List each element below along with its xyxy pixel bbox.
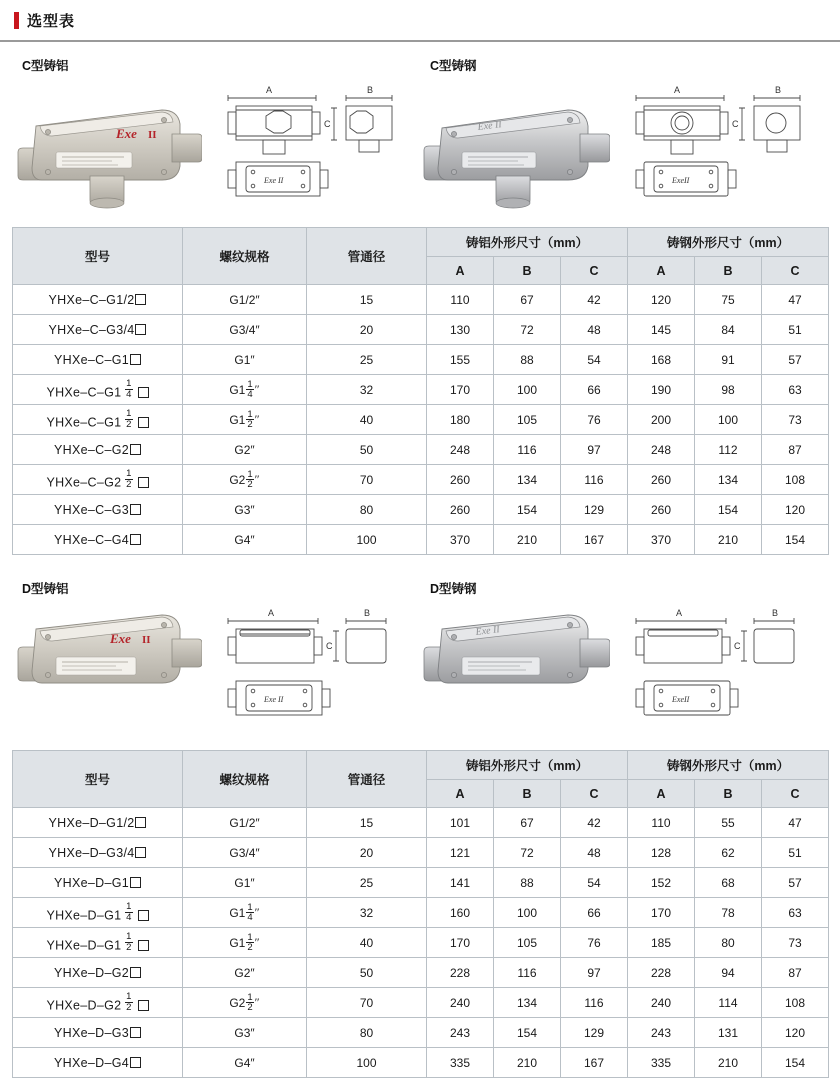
cell-steel-c: 108: [762, 988, 829, 1018]
cell-model: YHXe–D–G1 $\frac{1}{2}$: [13, 928, 183, 958]
cell-steel-b: 210: [695, 525, 762, 555]
cell-model: YHXe–C–G1/2: [13, 285, 183, 315]
cell-model: YHXe–D–G4: [13, 1048, 183, 1078]
table-row: [13, 838, 829, 868]
cell-model: YHXe–C–G3/4: [13, 315, 183, 345]
cell-aluminum-c: 97: [561, 435, 628, 465]
cell-steel-c: 87: [762, 435, 829, 465]
th-sub-c-steel: C: [762, 780, 829, 808]
cell-thread: G2″: [183, 958, 307, 988]
cell-steel-b: 98: [695, 375, 762, 405]
cell-aluminum-a: 260: [427, 465, 494, 495]
th-model: 型号: [13, 228, 183, 285]
cell-aluminum-c: 42: [561, 808, 628, 838]
cell-steel-c: 63: [762, 375, 829, 405]
cell-bore: 100: [307, 525, 427, 555]
spec-table-d: [12, 750, 829, 1078]
th-thread: 螺纹规格: [183, 751, 307, 808]
cell-thread: G1 $\frac{1}{4}$ ″: [183, 375, 307, 405]
cell-aluminum-b: 67: [494, 808, 561, 838]
cell-aluminum-a: 260: [427, 495, 494, 525]
cell-model: YHXe–D–G2: [13, 958, 183, 988]
table-row: [13, 435, 829, 465]
cell-aluminum-a: 240: [427, 988, 494, 1018]
table-row: [13, 1048, 829, 1078]
cell-aluminum-b: 116: [494, 435, 561, 465]
technical-drawing-c-aluminum: [206, 80, 420, 215]
th-sub-a-alu: A: [427, 780, 494, 808]
cell-aluminum-a: 121: [427, 838, 494, 868]
cell-steel-a: 228: [628, 958, 695, 988]
cell-aluminum-a: 180: [427, 405, 494, 435]
cell-steel-a: 152: [628, 868, 695, 898]
th-sub-b-steel: B: [695, 780, 762, 808]
cell-aluminum-b: 154: [494, 495, 561, 525]
cell-aluminum-a: 335: [427, 1048, 494, 1078]
svg-text:C: C: [326, 641, 333, 651]
th-bore: 管通径: [307, 228, 427, 285]
cell-model: YHXe–C–G3: [13, 495, 183, 525]
product-photo-c-steel: [420, 80, 610, 210]
cell-model: YHXe–D–G3: [13, 1018, 183, 1048]
svg-text:ExeII: ExeII: [672, 176, 690, 185]
cell-model: YHXe–D–G1 $\frac{1}{4}$: [13, 898, 183, 928]
cell-steel-a: 260: [628, 465, 695, 495]
table-row: [13, 898, 829, 928]
cell-thread: G1 $\frac{1}{2}$ ″: [183, 405, 307, 435]
cell-aluminum-b: 210: [494, 525, 561, 555]
cell-thread: G1 $\frac{1}{4}$ ″: [183, 898, 307, 928]
product-photo-d-steel: [420, 603, 610, 723]
svg-text:B: B: [775, 85, 782, 95]
cell-aluminum-c: 48: [561, 838, 628, 868]
cell-steel-c: 120: [762, 1018, 829, 1048]
cell-model: YHXe–C–G1 $\frac{1}{2}$: [13, 405, 183, 435]
cell-steel-b: 55: [695, 808, 762, 838]
cell-aluminum-a: 370: [427, 525, 494, 555]
cell-bore: 25: [307, 345, 427, 375]
cell-steel-c: 154: [762, 1048, 829, 1078]
cell-steel-c: 120: [762, 495, 829, 525]
table-row: [13, 285, 829, 315]
cell-steel-a: 335: [628, 1048, 695, 1078]
cell-aluminum-c: 54: [561, 345, 628, 375]
svg-text:A: A: [674, 85, 681, 95]
cell-aluminum-a: 155: [427, 345, 494, 375]
figure-caption: C型铸铝: [22, 59, 69, 73]
cell-aluminum-a: 160: [427, 898, 494, 928]
cell-steel-b: 100: [695, 405, 762, 435]
cell-steel-c: 51: [762, 315, 829, 345]
cell-steel-c: 73: [762, 928, 829, 958]
cell-thread: G2″: [183, 435, 307, 465]
technical-drawing-d-aluminum: [206, 603, 420, 738]
cell-bore: 100: [307, 1048, 427, 1078]
table-row: [13, 495, 829, 525]
cell-aluminum-b: 116: [494, 958, 561, 988]
cell-steel-c: 51: [762, 838, 829, 868]
cell-steel-a: 170: [628, 898, 695, 928]
table-row: [13, 315, 829, 345]
page-title: 选型表: [27, 13, 76, 30]
cell-bore: 20: [307, 838, 427, 868]
cell-bore: 15: [307, 808, 427, 838]
th-sub-b-alu: B: [494, 780, 561, 808]
spec-table-c: [12, 227, 829, 555]
technical-drawing-d-steel: [614, 603, 828, 738]
spec-table-c-body: [13, 285, 829, 555]
cell-steel-a: 145: [628, 315, 695, 345]
table-row: [13, 1018, 829, 1048]
cell-steel-a: 200: [628, 405, 695, 435]
table-row: [13, 958, 829, 988]
cell-steel-a: 248: [628, 435, 695, 465]
cell-steel-b: 80: [695, 928, 762, 958]
cell-aluminum-a: 141: [427, 868, 494, 898]
svg-text:II: II: [148, 129, 157, 141]
figure-c-steel: [420, 56, 828, 215]
cell-steel-a: 190: [628, 375, 695, 405]
cell-steel-b: 62: [695, 838, 762, 868]
cell-model: YHXe–C–G4: [13, 525, 183, 555]
cell-steel-a: 370: [628, 525, 695, 555]
table-row: [13, 928, 829, 958]
cell-aluminum-a: 248: [427, 435, 494, 465]
th-sub-c-alu: C: [561, 257, 628, 285]
cell-aluminum-b: 72: [494, 315, 561, 345]
cell-aluminum-a: 170: [427, 928, 494, 958]
cell-steel-c: 108: [762, 465, 829, 495]
cell-steel-a: 168: [628, 345, 695, 375]
cell-bore: 80: [307, 1018, 427, 1048]
product-photo-d-aluminum: [12, 603, 202, 723]
cell-aluminum-c: 97: [561, 958, 628, 988]
cell-bore: 80: [307, 495, 427, 525]
cell-aluminum-b: 210: [494, 1048, 561, 1078]
figure-caption: D型铸钢: [430, 582, 477, 596]
cell-steel-b: 78: [695, 898, 762, 928]
cell-bore: 32: [307, 898, 427, 928]
cell-aluminum-b: 100: [494, 898, 561, 928]
cell-thread: G1″: [183, 868, 307, 898]
cell-steel-c: 87: [762, 958, 829, 988]
th-sub-c-steel: C: [762, 257, 829, 285]
cell-steel-c: 73: [762, 405, 829, 435]
cell-steel-a: 120: [628, 285, 695, 315]
svg-text:C: C: [324, 119, 331, 129]
cell-aluminum-b: 134: [494, 465, 561, 495]
svg-text:C: C: [734, 641, 741, 651]
cell-thread: G3/4″: [183, 838, 307, 868]
cell-aluminum-c: 129: [561, 1018, 628, 1048]
figure-caption: C型铸钢: [430, 59, 477, 73]
svg-text:II: II: [142, 634, 151, 646]
svg-text:Exe II: Exe II: [264, 176, 284, 185]
svg-text:B: B: [772, 608, 779, 618]
svg-text:Exe II: Exe II: [475, 624, 501, 638]
cell-bore: 50: [307, 958, 427, 988]
cell-steel-b: 131: [695, 1018, 762, 1048]
cell-model: YHXe–C–G1 $\frac{1}{4}$: [13, 375, 183, 405]
cell-thread: G3″: [183, 495, 307, 525]
cell-steel-b: 68: [695, 868, 762, 898]
table-row: [13, 465, 829, 495]
svg-text:Exe II: Exe II: [264, 695, 284, 704]
cell-steel-a: 128: [628, 838, 695, 868]
svg-text:Exe: Exe: [116, 126, 137, 141]
th-sub-a-alu: A: [427, 257, 494, 285]
cell-steel-a: 243: [628, 1018, 695, 1048]
cell-bore: 70: [307, 465, 427, 495]
cell-aluminum-b: 105: [494, 928, 561, 958]
table-row: [13, 405, 829, 435]
cell-thread: G3/4″: [183, 315, 307, 345]
figure-block-c: [0, 42, 840, 221]
table-row: [13, 525, 829, 555]
cell-aluminum-c: 129: [561, 495, 628, 525]
cell-model: YHXe–C–G2: [13, 435, 183, 465]
cell-thread: G4″: [183, 1048, 307, 1078]
cell-aluminum-a: 101: [427, 808, 494, 838]
cell-aluminum-c: 76: [561, 405, 628, 435]
cell-thread: G2 $\frac{1}{2}$ ″: [183, 465, 307, 495]
cell-thread: G4″: [183, 525, 307, 555]
cell-aluminum-a: 170: [427, 375, 494, 405]
cell-steel-b: 91: [695, 345, 762, 375]
cell-steel-c: 47: [762, 808, 829, 838]
cell-steel-b: 154: [695, 495, 762, 525]
cell-steel-a: 110: [628, 808, 695, 838]
cell-bore: 20: [307, 315, 427, 345]
product-photo-c-aluminum: [12, 80, 202, 210]
cell-aluminum-c: 48: [561, 315, 628, 345]
cell-aluminum-b: 154: [494, 1018, 561, 1048]
cell-aluminum-b: 72: [494, 838, 561, 868]
technical-drawing-c-steel: [614, 80, 828, 215]
cell-steel-a: 260: [628, 495, 695, 525]
svg-text:A: A: [268, 608, 275, 618]
figure-caption: D型铸铝: [22, 582, 69, 596]
cell-steel-b: 84: [695, 315, 762, 345]
cell-steel-a: 240: [628, 988, 695, 1018]
figure-block-d: [0, 565, 840, 744]
th-sub-a-steel: A: [628, 780, 695, 808]
table-row: [13, 345, 829, 375]
cell-aluminum-b: 134: [494, 988, 561, 1018]
cell-model: YHXe–D–G1/2: [13, 808, 183, 838]
svg-text:C: C: [732, 119, 739, 129]
cell-steel-c: 57: [762, 868, 829, 898]
cell-aluminum-c: 167: [561, 525, 628, 555]
svg-text:Exe: Exe: [110, 631, 131, 646]
cell-aluminum-c: 66: [561, 898, 628, 928]
header-accent-bar: [14, 12, 19, 29]
spec-table-d-body: [13, 808, 829, 1078]
cell-bore: 40: [307, 928, 427, 958]
cell-aluminum-b: 88: [494, 868, 561, 898]
svg-text:A: A: [266, 85, 273, 95]
svg-text:A: A: [676, 608, 683, 618]
cell-steel-b: 210: [695, 1048, 762, 1078]
cell-steel-b: 75: [695, 285, 762, 315]
cell-model: YHXe–D–G3/4: [13, 838, 183, 868]
cell-steel-c: 154: [762, 525, 829, 555]
cell-aluminum-a: 110: [427, 285, 494, 315]
cell-bore: 40: [307, 405, 427, 435]
cell-aluminum-c: 116: [561, 465, 628, 495]
cell-model: YHXe–D–G1: [13, 868, 183, 898]
cell-steel-c: 47: [762, 285, 829, 315]
svg-text:B: B: [364, 608, 371, 618]
svg-text:ExeII: ExeII: [672, 695, 690, 704]
cell-steel-c: 63: [762, 898, 829, 928]
cell-aluminum-c: 42: [561, 285, 628, 315]
figure-d-steel: [420, 579, 828, 738]
cell-model: YHXe–C–G2 $\frac{1}{2}$: [13, 465, 183, 495]
th-aluminum-group: 铸铝外形尺寸（mm）: [427, 228, 628, 257]
table-row: [13, 868, 829, 898]
cell-thread: G3″: [183, 1018, 307, 1048]
cell-aluminum-c: 54: [561, 868, 628, 898]
table-row: [13, 808, 829, 838]
cell-steel-b: 134: [695, 465, 762, 495]
cell-aluminum-a: 228: [427, 958, 494, 988]
th-model: 型号: [13, 751, 183, 808]
th-steel-group: 铸钢外形尺寸（mm）: [628, 751, 829, 780]
cell-aluminum-b: 67: [494, 285, 561, 315]
cell-thread: G1″: [183, 345, 307, 375]
th-aluminum-group: 铸铝外形尺寸（mm）: [427, 751, 628, 780]
cell-thread: G2 $\frac{1}{2}$ ″: [183, 988, 307, 1018]
cell-thread: G1/2″: [183, 808, 307, 838]
th-sub-b-alu: B: [494, 257, 561, 285]
cell-aluminum-b: 88: [494, 345, 561, 375]
th-thread: 螺纹规格: [183, 228, 307, 285]
cell-aluminum-c: 167: [561, 1048, 628, 1078]
cell-steel-b: 114: [695, 988, 762, 1018]
cell-steel-c: 57: [762, 345, 829, 375]
svg-text:Exe II: Exe II: [477, 119, 503, 133]
figure-c-aluminum: [12, 56, 420, 215]
figure-d-aluminum: [12, 579, 420, 738]
cell-aluminum-a: 243: [427, 1018, 494, 1048]
cell-thread: G1/2″: [183, 285, 307, 315]
cell-model: YHXe–D–G2 $\frac{1}{2}$: [13, 988, 183, 1018]
cell-aluminum-c: 66: [561, 375, 628, 405]
page-header: [0, 0, 840, 42]
cell-thread: G1 $\frac{1}{2}$ ″: [183, 928, 307, 958]
cell-bore: 25: [307, 868, 427, 898]
cell-bore: 50: [307, 435, 427, 465]
table-row: [13, 988, 829, 1018]
cell-model: YHXe–C–G1: [13, 345, 183, 375]
cell-aluminum-a: 130: [427, 315, 494, 345]
cell-steel-b: 112: [695, 435, 762, 465]
th-sub-b-steel: B: [695, 257, 762, 285]
cell-aluminum-c: 116: [561, 988, 628, 1018]
th-steel-group: 铸钢外形尺寸（mm）: [628, 228, 829, 257]
cell-bore: 32: [307, 375, 427, 405]
th-sub-a-steel: A: [628, 257, 695, 285]
cell-bore: 15: [307, 285, 427, 315]
table-row: [13, 375, 829, 405]
cell-aluminum-b: 105: [494, 405, 561, 435]
cell-steel-a: 185: [628, 928, 695, 958]
th-sub-c-alu: C: [561, 780, 628, 808]
cell-aluminum-b: 100: [494, 375, 561, 405]
cell-bore: 70: [307, 988, 427, 1018]
th-bore: 管通径: [307, 751, 427, 808]
cell-aluminum-c: 76: [561, 928, 628, 958]
svg-text:B: B: [367, 85, 374, 95]
cell-steel-b: 94: [695, 958, 762, 988]
